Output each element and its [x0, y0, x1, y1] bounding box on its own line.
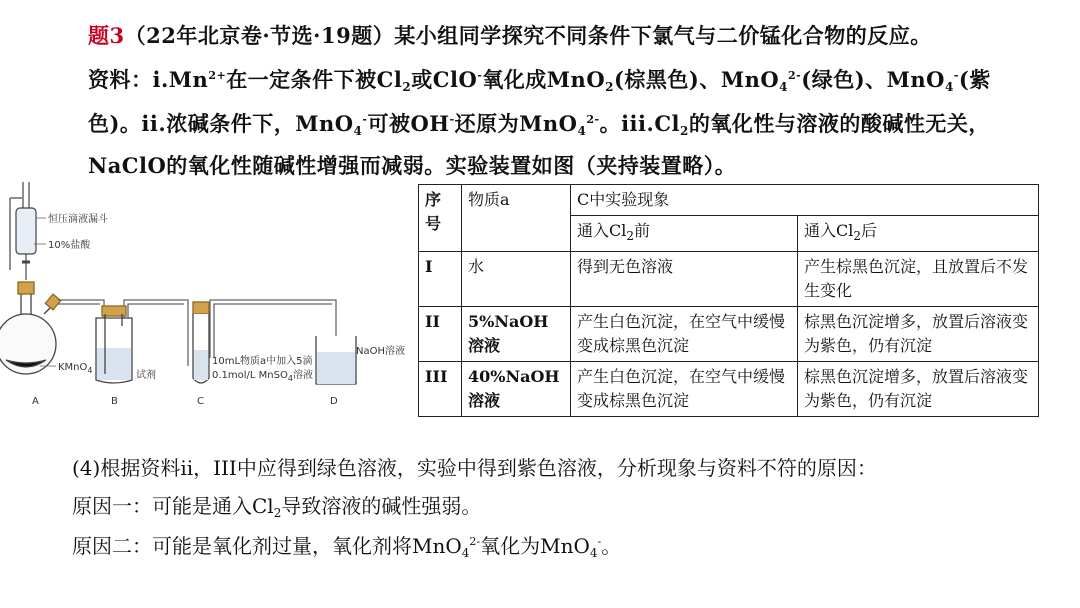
label-b: B [111, 396, 118, 407]
label-d: D [330, 396, 338, 407]
info-text: 还原为MnO [454, 111, 578, 136]
row-substance: 水 [462, 252, 571, 307]
superscript: 2- [586, 113, 600, 126]
subscript: 2 [402, 80, 412, 94]
reagent-label: 试剂 [136, 370, 156, 381]
info-text: (绿色)、MnO [801, 67, 945, 92]
row-no: III [419, 362, 462, 417]
row-after: 棕黑色沉淀增多，放置后溶液变为紫色，仍有沉淀 [798, 362, 1039, 417]
subscript: 2 [605, 80, 614, 94]
reason-text: 原因二：可能是氧化剂过量，氧化剂将MnO [72, 534, 462, 558]
header-before: 通入$Cl_2$前 [571, 216, 798, 252]
superscript: - [597, 535, 602, 548]
label-a: A [32, 396, 39, 407]
reason-text: 原因一：可能是通入Cl [72, 494, 274, 518]
info-text: (紫 [958, 67, 991, 92]
reason-text: 氧化为MnO [480, 534, 590, 558]
superscript: 2- [469, 535, 481, 548]
reason-1 [72, 490, 481, 520]
round-flask [0, 282, 61, 374]
subscript: 4 [589, 546, 598, 560]
table-header-row [419, 185, 1039, 216]
problem-number: 题3 [88, 23, 125, 48]
dropping-funnel [10, 182, 36, 280]
row-substance: 40%NaOH溶液 [462, 362, 571, 417]
superscript: - [953, 69, 959, 82]
row-before: 产生白色沉淀，在空气中缓慢变成棕黑色沉淀 [571, 362, 798, 417]
subscript: 2 [273, 506, 282, 520]
header-after: 通入$Cl_2$后 [798, 216, 1039, 252]
superscript: - [449, 113, 455, 126]
row-after: 棕黑色沉淀增多，放置后溶液变为紫色，仍有沉淀 [798, 307, 1039, 362]
info-text: (棕黑色)、MnO [613, 67, 780, 92]
test-tube [193, 302, 209, 383]
subscript: 4 [779, 80, 789, 94]
row-no: I [419, 252, 462, 307]
subscript: 4 [944, 80, 954, 94]
info-text: 色)。ii.浓碱条件下，MnO [88, 111, 354, 136]
info-text: 。iii.Cl [599, 111, 681, 136]
info-text: 的氧化性与溶液的酸碱性无关， [688, 111, 990, 136]
problem-header [88, 20, 932, 50]
info-text: 可被OH [367, 111, 450, 136]
header-no: 序号 [419, 185, 462, 252]
funnel-label: 恒压滴液漏斗 [48, 214, 108, 225]
row-no: II [419, 307, 462, 362]
kmno4-label: KMnO$_4$ [58, 362, 93, 375]
table-row [419, 252, 1039, 307]
table-row [419, 362, 1039, 417]
acid-label: 10%盐酸 [48, 240, 91, 251]
info-text: 氧化成MnO [482, 67, 606, 92]
experiment-table [418, 184, 1039, 417]
subscript: 2 [680, 124, 689, 138]
naoh-label: NaOH溶液 [356, 346, 405, 357]
subscript: 4 [353, 124, 363, 138]
problem-source: （22年北京卷·节选·19题） [124, 23, 395, 48]
info-text: 或ClO [411, 67, 478, 92]
label-c: C [197, 396, 204, 407]
beaker [316, 336, 356, 384]
question-4: (4)根据资料ii，III中应得到绿色溶液，实验中得到紫色溶液，分析现象与资料不符的原因： [72, 456, 877, 480]
info-text: 资料：i.Mn [88, 67, 209, 92]
info-line-3: NaClO的氧化性随碱性增强而减弱。实验装置如图（夹持装置略）。 [88, 153, 737, 178]
row-substance: 5%NaOH溶液 [462, 307, 571, 362]
info-line-2 [88, 108, 990, 138]
apparatus-diagram [0, 178, 412, 410]
c-label-line2: 0.1mol/L MnSO$_4$溶液 [212, 370, 313, 383]
row-after: 产生棕黑色沉淀，且放置后不发生变化 [798, 252, 1039, 307]
superscript: 2+ [208, 69, 227, 82]
row-before: 得到无色溶液 [571, 252, 798, 307]
problem-stem: 某小组同学探究不同条件下氯气与二价锰化合物的反应。 [394, 23, 932, 48]
c-label-line1: 10mL物质a中加入5滴 [212, 356, 313, 367]
header-substance: 物质a [462, 185, 571, 252]
subscript: 4 [577, 124, 587, 138]
subscript: 4 [461, 546, 470, 560]
wash-bottle [96, 306, 132, 383]
superscript: - [477, 69, 483, 82]
superscript: 2- [788, 69, 802, 82]
table-row [419, 307, 1039, 362]
row-before: 产生白色沉淀，在空气中缓慢变成棕黑色沉淀 [571, 307, 798, 362]
header-phenomenon: C中实验现象 [571, 185, 1039, 216]
reason-2 [72, 530, 621, 560]
info-text: 在一定条件下被Cl [226, 67, 403, 92]
info-line-1 [88, 64, 991, 94]
reason-text: 。 [601, 534, 622, 558]
reason-text: 导致溶液的碱性强弱。 [281, 494, 482, 518]
superscript: - [362, 113, 368, 126]
